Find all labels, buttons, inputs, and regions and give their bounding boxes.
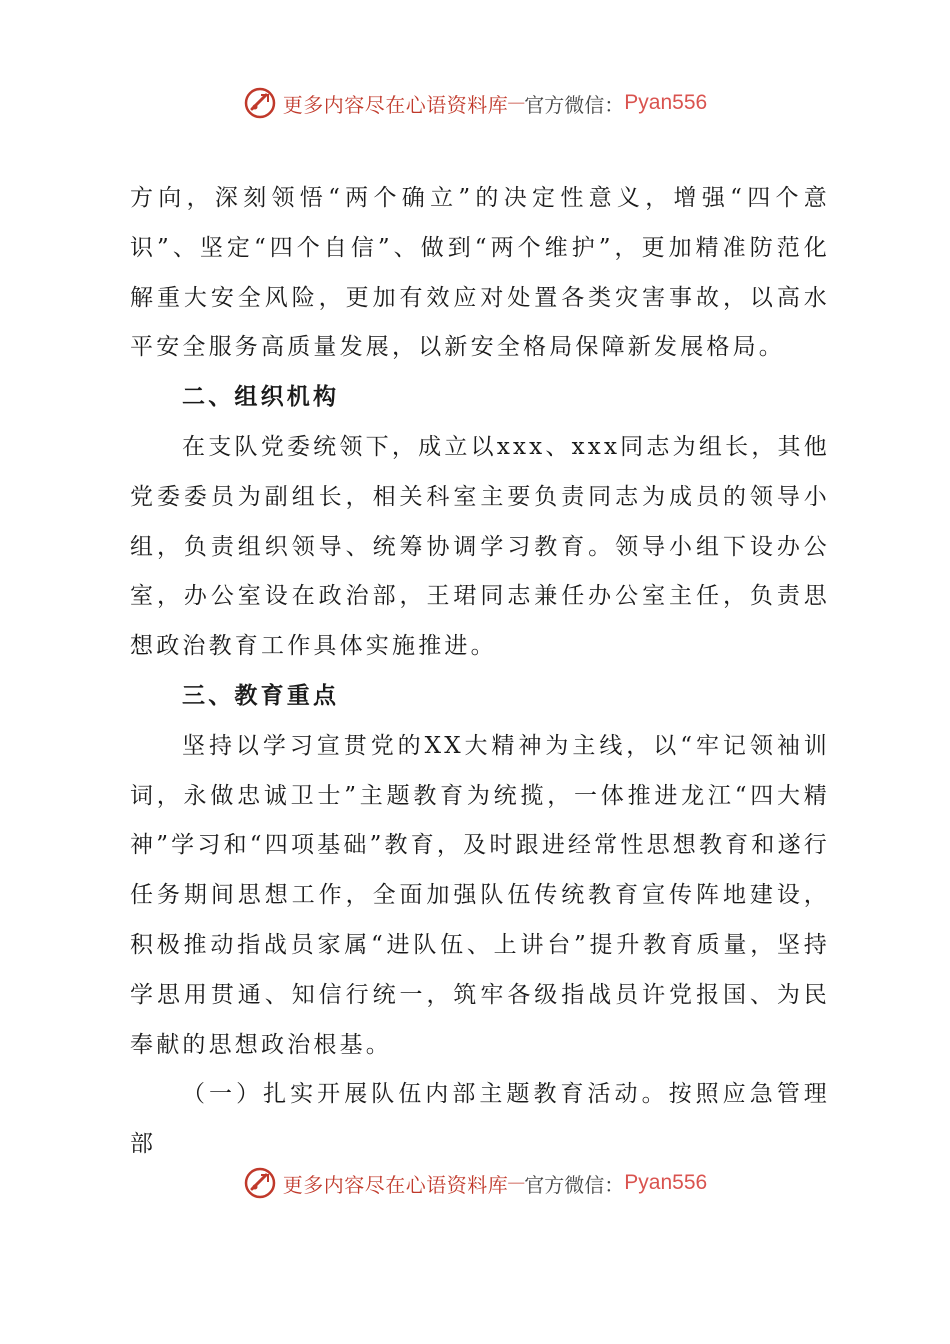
banner-wechat-id: Pyan556 — [624, 1171, 708, 1194]
paragraph-education-focus: 坚持以学习宣贯党的XX大精神为主线，以“牢记领袖训词，永做忠诚卫士”主题教育为统揽，一体推进龙江“四大精神”学习和“四项基础”教育，及时跟进经常性思想教育和遂行任务期间思想工作，全面加强队伍传统教育宣传阵地建设，积极推动指战员家属“进队伍、上讲台”提升教育质量，坚持学思用贯通、知信行统一，筑牢各级指战员许党报国、为民奉献的思想政治根基。 — [130, 732, 830, 1058]
header-banner — [0, 78, 950, 128]
banner-title: 更多内容尽在心语资料库 — [282, 92, 509, 117]
section-heading-organization: 二、组织机构 — [182, 384, 340, 411]
paragraph-subsection-one: （一）扎实开展队伍内部主题教育活动。按照应急管理部 — [130, 1081, 830, 1158]
banner-title: 更多内容尽在心语资料库 — [282, 1172, 509, 1197]
banner-wechat-label: 官方微信： — [524, 1172, 625, 1197]
banner-dash: — — [508, 1174, 525, 1191]
banner-wechat-id: Pyan556 — [624, 91, 708, 114]
red-seal-logo-icon — [243, 1166, 277, 1200]
red-seal-logo-icon — [243, 86, 277, 120]
banner-dash: — — [508, 94, 525, 111]
section-heading-education-focus: 三、教育重点 — [182, 682, 340, 709]
paragraph-organization: 在支队党委统领下，成立以xxx、xxx同志为组长，其他党委委员为副组长，相关科室主要负责同志为成员的领导小组，负责组织领导、统筹协调学习教育。领导小组下设办公室，办公室设在政治部，王珺同志兼任办公室主任，负责思想政治教育工作具体实施推进。 — [130, 433, 830, 660]
paragraph-direction: 方向，深刻领悟“两个确立”的决定性意义，增强“四个意识”、坚定“四个自信”、做到“两个维护”，更加精准防范化解重大安全风险，更加有效应对处置各类灾害事故，以高水平安全服务高质量发展，以新安全格局保障新发展格局。 — [130, 185, 830, 361]
document-body — [130, 174, 830, 1170]
banner-wechat-label: 官方微信： — [524, 92, 625, 117]
footer-banner — [0, 1158, 950, 1208]
